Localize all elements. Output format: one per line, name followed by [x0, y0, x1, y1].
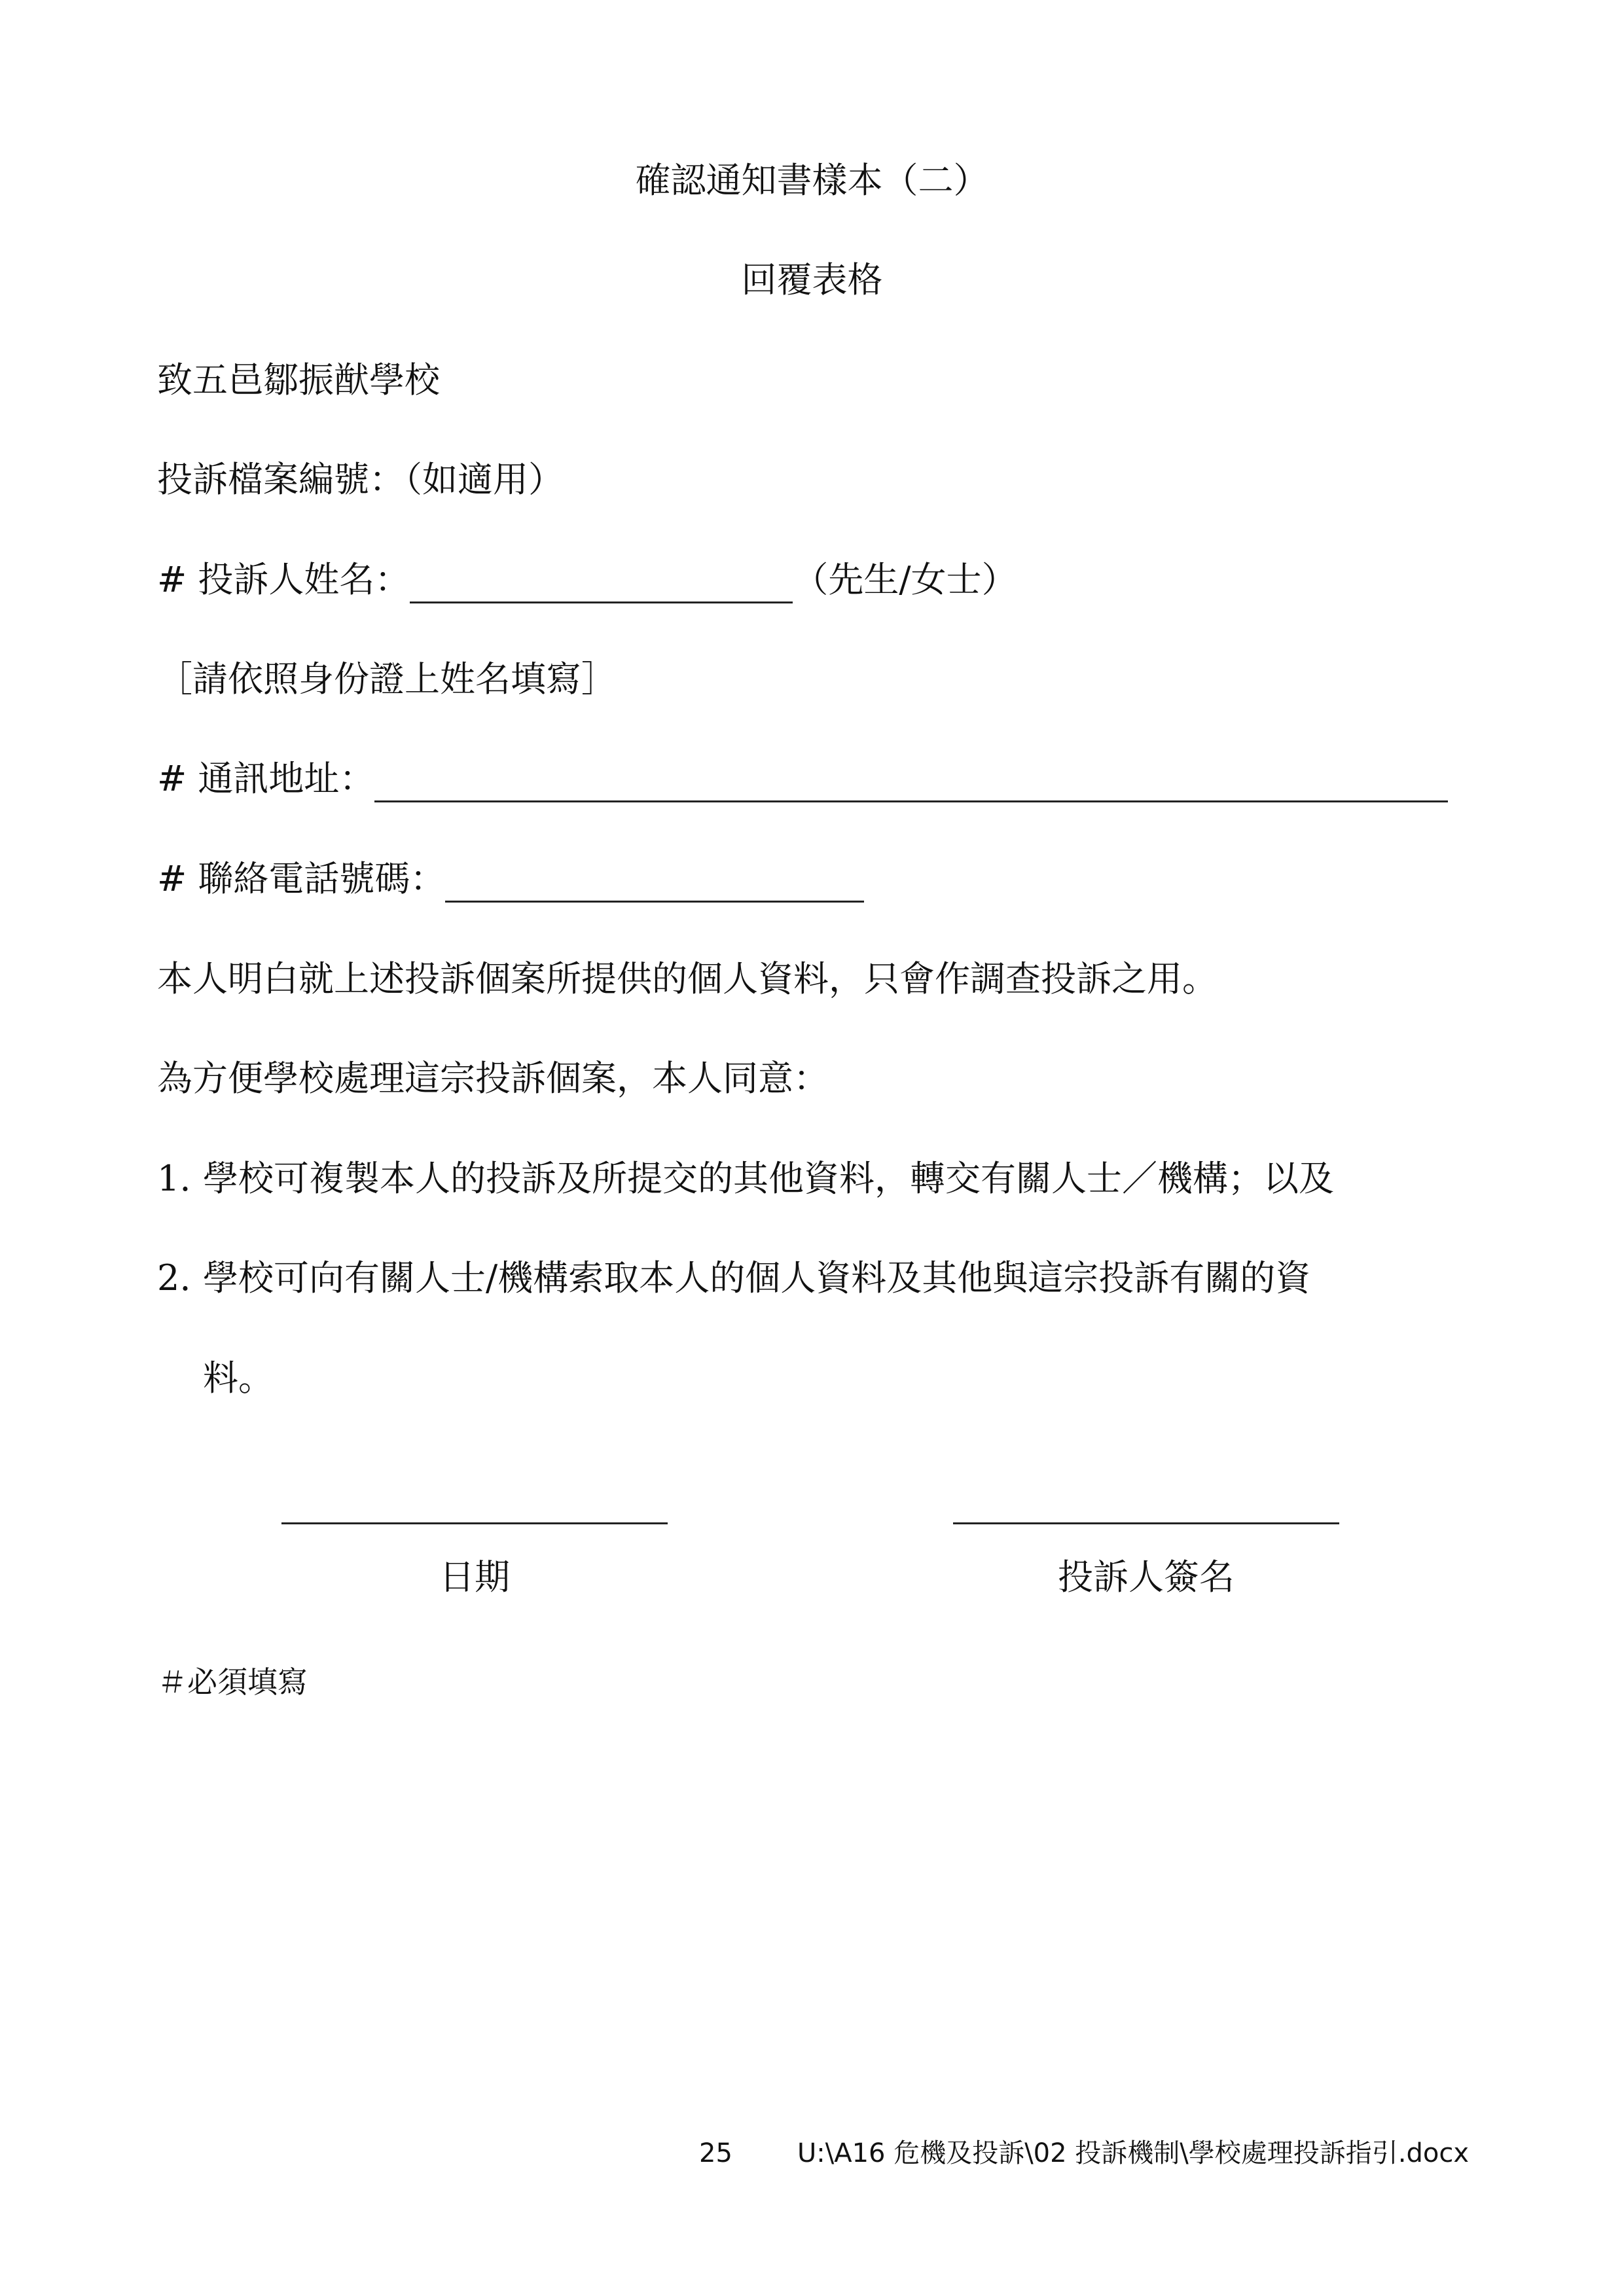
address-field-row — [157, 755, 1448, 802]
phone-field-blank[interactable] — [445, 863, 864, 903]
consent-item-2-continuation: 料。 — [203, 1357, 274, 1399]
file-number-label: 投訴檔案編號：（如適用） — [157, 459, 564, 500]
phone-field-row — [157, 855, 864, 903]
signature-label: 投訴人簽名 — [1058, 1556, 1235, 1598]
phone-field-label: # 聯絡電話號碼： — [157, 858, 446, 899]
footer-file-path: U:\A16 危機及投訴\02 投訴機制\學校處理投訴指引.docx — [797, 2138, 1470, 2168]
consent-item-number: 2. — [157, 1257, 191, 1299]
privacy-statement: 本人明白就上述投訴個案所提供的個人資料，只會作調查投訴之用。 — [157, 958, 1218, 999]
required-note: ＃必須填寫 — [157, 1664, 308, 1700]
page-number: 25 — [699, 2138, 732, 2168]
consent-item-2 — [157, 1255, 1310, 1302]
date-signature-line[interactable] — [281, 1522, 668, 1524]
complainant-signature-line[interactable] — [953, 1522, 1339, 1524]
consent-item-text: 學校可向有關人士/機構索取本人的個人資料及其他與這宗投訴有關的資 — [203, 1257, 1311, 1299]
name-field-suffix: （先生/女士） — [793, 559, 1017, 600]
consent-item-number: 1. — [157, 1158, 191, 1199]
name-note: ［請依照身份證上姓名填寫］ — [157, 658, 617, 700]
recipient-line: 致五邑鄒振猷學校 — [157, 359, 440, 401]
name-field-row — [157, 556, 1017, 603]
address-field-label: # 通訊地址： — [157, 758, 375, 799]
page-subtitle: 回覆表格 — [741, 259, 883, 300]
consent-item-1 — [157, 1155, 1334, 1202]
consent-intro: 為方便學校處理這宗投訴個案，本人同意： — [157, 1058, 829, 1099]
address-field-blank[interactable] — [374, 762, 1448, 802]
consent-item-text: 學校可複製本人的投訴及所提交的其他資料，轉交有關人士／機構；以及 — [203, 1158, 1334, 1199]
name-field-blank[interactable] — [410, 564, 793, 603]
date-label: 日期 — [439, 1556, 510, 1598]
page-title: 確認通知書樣本（二） — [635, 160, 989, 201]
name-field-label: # 投訴人姓名： — [157, 559, 410, 600]
